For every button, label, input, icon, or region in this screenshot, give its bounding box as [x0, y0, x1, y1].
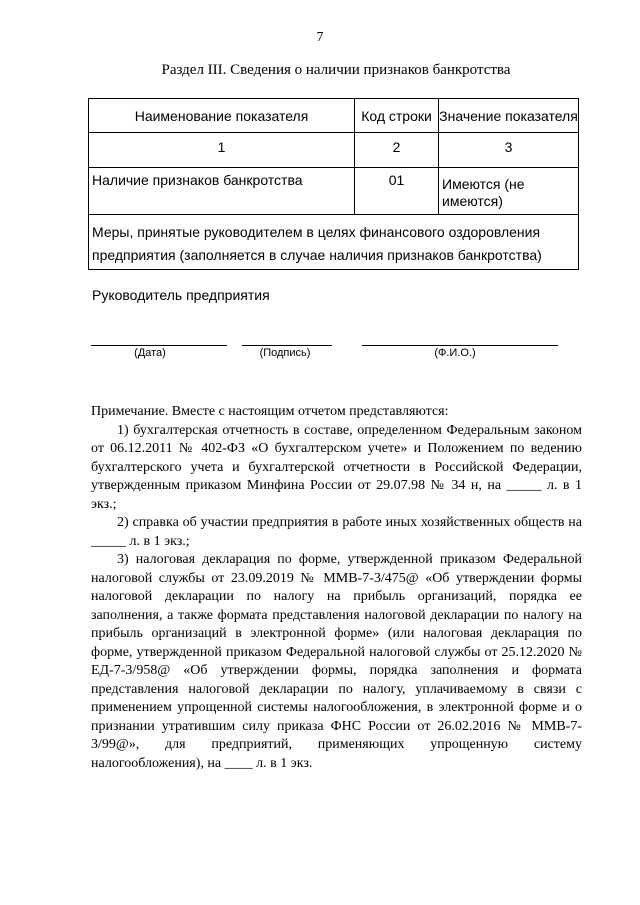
page-number: 7 — [316, 30, 324, 45]
note-item-1: 1) бухгалтерская отчетность в составе, определенном Федеральным законом от 06.12.2011 № 402-ФЗ «О бухгалтерском учете» и Положением по ведению бухгалтерского учета и бухгалтерской отчетности в Российской Федерации, утвержденным приказом Минфина России от 29.07.98 № 34 н, на _____ л. в 1 экз.; — [91, 422, 582, 512]
date-line — [91, 345, 227, 346]
indicators-table — [88, 98, 579, 270]
note-item-2: 2) справка об участии предприятия в работе иных хозяйственных обществ на _____ л. в 1 экз.; — [91, 515, 582, 549]
signature-line — [242, 345, 332, 346]
column-number-1: 1 — [89, 133, 355, 168]
name-label: (Ф.И.О.) — [434, 347, 476, 359]
head-label: Руководитель предприятия — [92, 287, 270, 303]
row-name: Наличие признаков банкротства — [89, 168, 355, 215]
row-code: 01 — [355, 168, 439, 215]
header-name: Наименование показателя — [89, 99, 355, 133]
header-value: Значение показателя — [439, 99, 579, 133]
row-value: Имеются (не имеются) — [439, 168, 579, 215]
date-label: (Дата) — [134, 347, 166, 359]
note-intro: Примечание. Вместе с настоящим отчетом представляются: — [91, 404, 449, 419]
section-title: Раздел III. Сведения о наличии признаков банкротства — [161, 62, 511, 78]
note-block — [91, 403, 582, 773]
column-number-3: 3 — [439, 133, 579, 168]
signature-label: (Подпись) — [259, 347, 311, 359]
note-item-3: 3) налоговая декларация по форме, утвержденной приказом Федеральной налоговой службы от 23.09.2019 № ММВ-7-3/475@ «Об утверждении формы налоговой декларации по налогу на прибыль организаций, порядка ее заполнения, а также формата представления налоговой декларации по налогу на прибыль организаций в электронной форме» (или налоговая декларация по форме, утвержденной приказом Федеральной налоговой службы от 25.12.2020 № ЕД-7-3/958@ «Об утверждении формы, порядка заполнения и формата представления налоговой декларации по налогу, уплачиваемому в связи с применением упрощенной системы налогообложения, в электронной форме и о признании утратившим силу приказа ФНС России от 26.02.2016 № ММВ-7-3/99@», для предприятий, применяющих упрощенную систему налогообложения), на ____ л. в 1 экз. — [91, 552, 582, 771]
table-row — [89, 168, 579, 215]
measures-row — [89, 215, 579, 270]
column-numbers-row — [89, 133, 579, 168]
header-code: Код строки — [355, 99, 439, 133]
name-line — [362, 345, 558, 346]
column-number-2: 2 — [355, 133, 439, 168]
table-header-row — [89, 99, 579, 133]
measures-text: Меры, принятые руководителем в целях финансового оздоровления предприятия (заполняется в случае наличия признаков банкротства) — [89, 215, 579, 270]
